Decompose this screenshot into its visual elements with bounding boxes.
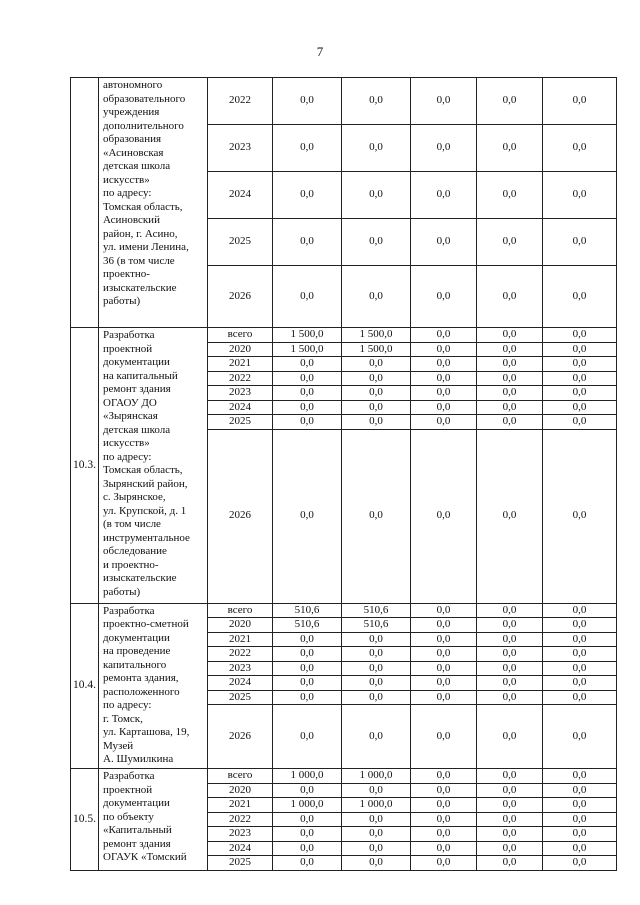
amount-cell: 1 000,0 (342, 769, 411, 784)
amount-cell: 0,0 (543, 342, 617, 357)
amount-cell: 0,0 (342, 812, 411, 827)
amount-cell: 0,0 (411, 78, 477, 125)
description-line: Асиновский (103, 214, 160, 226)
amount-cell: 0,0 (543, 647, 617, 662)
amount-cell: 0,0 (477, 342, 543, 357)
description-line: работы) (103, 585, 141, 598)
amount-cell: 0,0 (273, 400, 342, 415)
description-line: ремонт здания (103, 383, 171, 395)
year-cell: 2021 (208, 798, 273, 813)
amount-cell: 0,0 (411, 371, 477, 386)
amount-cell: 0,0 (477, 676, 543, 691)
year-cell: 2022 (208, 371, 273, 386)
amount-cell: 0,0 (411, 415, 477, 430)
item-description (99, 603, 208, 769)
budget-table (70, 77, 617, 871)
description-line: «Капитальный (103, 824, 172, 836)
description-line: проектной (103, 342, 153, 355)
amount-cell: 0,0 (273, 172, 342, 219)
description-line: «Зырянская (103, 410, 158, 422)
description-line: по объекту (103, 810, 154, 823)
amount-cell: 0,0 (273, 647, 342, 662)
amount-cell: 0,0 (543, 827, 617, 842)
amount-cell: 0,0 (273, 856, 342, 871)
item-number (71, 78, 99, 328)
year-cell: 2024 (208, 676, 273, 691)
description-line: Музей (103, 739, 134, 752)
amount-cell: 0,0 (477, 328, 543, 343)
year-cell: 2022 (208, 812, 273, 827)
description-line: проектной (103, 783, 153, 796)
amount-cell: 0,0 (477, 386, 543, 401)
description-line: капитального (103, 658, 167, 671)
year-cell: 2022 (208, 647, 273, 662)
description-line: район, г. Асино, (103, 227, 178, 240)
amount-cell: 0,0 (543, 386, 617, 401)
amount-cell: 0,0 (477, 647, 543, 662)
amount-cell: 0,0 (273, 386, 342, 401)
table-row (71, 769, 617, 784)
description-line: по адресу: (103, 187, 152, 199)
description-line: по адресу: (103, 699, 152, 711)
year-cell: 2024 (208, 841, 273, 856)
amount-cell: 1 500,0 (273, 342, 342, 357)
amount-cell: 0,0 (342, 676, 411, 691)
amount-cell: 0,0 (342, 266, 411, 328)
amount-cell: 0,0 (411, 386, 477, 401)
description-line: документации (103, 631, 170, 644)
amount-cell: 0,0 (342, 841, 411, 856)
amount-cell: 0,0 (342, 78, 411, 125)
amount-cell: 0,0 (477, 769, 543, 784)
amount-cell: 0,0 (411, 647, 477, 662)
description-line: изыскательские (103, 572, 177, 584)
description-line: на проведение (103, 645, 171, 657)
description-line: на капитальный (103, 369, 178, 382)
description-line: образовательного (103, 92, 186, 105)
amount-cell: 0,0 (477, 632, 543, 647)
description-line: образования (103, 133, 162, 145)
description-line: 36 (в том числе (103, 254, 175, 267)
amount-cell: 0,0 (411, 841, 477, 856)
year-cell: 2021 (208, 632, 273, 647)
amount-cell: 0,0 (342, 172, 411, 219)
description-line: дополнительного (103, 119, 184, 132)
amount-cell: 0,0 (477, 400, 543, 415)
amount-cell: 0,0 (411, 266, 477, 328)
amount-cell: 0,0 (543, 429, 617, 603)
year-cell: всего (208, 328, 273, 343)
table-row (71, 78, 617, 125)
year-cell: 2025 (208, 856, 273, 871)
amount-cell: 0,0 (273, 827, 342, 842)
description-line: обследование (103, 545, 167, 557)
amount-cell: 0,0 (273, 415, 342, 430)
item-number: 10.4. (71, 603, 99, 769)
amount-cell: 0,0 (411, 705, 477, 769)
amount-cell: 1 500,0 (342, 328, 411, 343)
amount-cell: 0,0 (411, 812, 477, 827)
amount-cell: 0,0 (477, 661, 543, 676)
description-line: Томская область, (103, 464, 183, 476)
amount-cell: 0,0 (543, 783, 617, 798)
amount-cell: 0,0 (273, 783, 342, 798)
year-cell: 2025 (208, 690, 273, 705)
amount-cell: 0,0 (411, 827, 477, 842)
description-line: учреждения (103, 106, 160, 118)
year-cell: 2023 (208, 386, 273, 401)
amount-cell: 0,0 (543, 78, 617, 125)
description-line: по адресу: (103, 450, 152, 463)
amount-cell: 0,0 (411, 219, 477, 266)
year-cell: 2021 (208, 357, 273, 372)
amount-cell: 0,0 (543, 690, 617, 705)
amount-cell: 0,0 (273, 125, 342, 172)
description-line: с. Зырянское, (103, 491, 166, 503)
amount-cell: 0,0 (477, 172, 543, 219)
amount-cell: 0,0 (273, 705, 342, 769)
amount-cell: 1 500,0 (273, 328, 342, 343)
description-line: ремонт здания (103, 837, 171, 850)
year-cell: 2020 (208, 618, 273, 633)
amount-cell: 510,6 (342, 618, 411, 633)
amount-cell: 0,0 (342, 647, 411, 662)
description-line: ул. Крупской, д. 1 (103, 504, 187, 517)
amount-cell: 1 000,0 (273, 798, 342, 813)
description-line: изыскательские (103, 281, 177, 294)
table-row (71, 603, 617, 618)
item-description (99, 328, 208, 604)
year-cell: 2020 (208, 342, 273, 357)
amount-cell: 0,0 (273, 661, 342, 676)
amount-cell: 0,0 (477, 856, 543, 871)
amount-cell: 0,0 (342, 827, 411, 842)
amount-cell: 0,0 (273, 219, 342, 266)
amount-cell: 0,0 (411, 125, 477, 172)
amount-cell: 0,0 (273, 357, 342, 372)
amount-cell: 0,0 (411, 676, 477, 691)
amount-cell: 0,0 (411, 172, 477, 219)
description-line: инструментальное (103, 531, 190, 544)
amount-cell: 0,0 (411, 429, 477, 603)
amount-cell: 0,0 (273, 266, 342, 328)
description-line: ул. Карташова, 19, (103, 726, 190, 738)
description-line: г. Томск, (103, 712, 143, 725)
amount-cell: 0,0 (543, 705, 617, 769)
amount-cell: 0,0 (477, 78, 543, 125)
year-cell: 2023 (208, 661, 273, 676)
amount-cell: 510,6 (342, 603, 411, 618)
amount-cell: 0,0 (543, 618, 617, 633)
amount-cell: 0,0 (411, 400, 477, 415)
amount-cell: 0,0 (342, 386, 411, 401)
amount-cell: 0,0 (273, 429, 342, 603)
description-line: искусств» (103, 173, 150, 186)
amount-cell: 0,0 (477, 783, 543, 798)
amount-cell: 0,0 (543, 266, 617, 328)
amount-cell: 0,0 (477, 618, 543, 633)
amount-cell: 0,0 (477, 219, 543, 266)
amount-cell: 0,0 (477, 266, 543, 328)
amount-cell: 0,0 (543, 856, 617, 871)
amount-cell: 0,0 (543, 661, 617, 676)
description-line: детская школа (103, 423, 171, 436)
amount-cell: 0,0 (411, 328, 477, 343)
item-description (99, 769, 208, 871)
item-number: 10.5. (71, 769, 99, 871)
amount-cell: 0,0 (477, 371, 543, 386)
description-line: ОГАОУ ДО (103, 396, 157, 409)
description-line: ОГАУК «Томский (103, 851, 187, 863)
description-line: искусств» (103, 437, 150, 449)
amount-cell: 0,0 (477, 125, 543, 172)
description-line: документации (103, 356, 170, 368)
description-line: (в том числе (103, 518, 161, 530)
amount-cell: 0,0 (411, 357, 477, 372)
amount-cell: 0,0 (342, 219, 411, 266)
item-description (99, 78, 208, 328)
year-cell: 2023 (208, 827, 273, 842)
year-cell: 2022 (208, 78, 273, 125)
amount-cell: 0,0 (273, 371, 342, 386)
year-cell: 2024 (208, 400, 273, 415)
year-cell: 2026 (208, 429, 273, 603)
amount-cell: 0,0 (411, 603, 477, 618)
description-line: ул. имени Ленина, (103, 241, 189, 253)
year-cell: 2023 (208, 125, 273, 172)
amount-cell: 0,0 (342, 400, 411, 415)
amount-cell: 0,0 (477, 827, 543, 842)
amount-cell: 1 000,0 (342, 798, 411, 813)
amount-cell: 0,0 (342, 357, 411, 372)
year-cell: 2026 (208, 266, 273, 328)
description-line: Разработка (103, 329, 155, 341)
amount-cell: 0,0 (411, 783, 477, 798)
amount-cell: 0,0 (477, 798, 543, 813)
amount-cell: 0,0 (273, 632, 342, 647)
amount-cell: 0,0 (342, 125, 411, 172)
amount-cell: 0,0 (411, 690, 477, 705)
amount-cell: 0,0 (411, 769, 477, 784)
description-line: Разработка (103, 770, 155, 782)
item-number: 10.3. (71, 328, 99, 604)
amount-cell: 0,0 (273, 676, 342, 691)
amount-cell: 0,0 (342, 783, 411, 798)
amount-cell: 0,0 (543, 798, 617, 813)
amount-cell: 0,0 (543, 125, 617, 172)
amount-cell: 0,0 (273, 812, 342, 827)
amount-cell: 0,0 (342, 371, 411, 386)
description-line: Томская область, (103, 200, 183, 213)
amount-cell: 0,0 (411, 342, 477, 357)
amount-cell: 0,0 (477, 415, 543, 430)
amount-cell: 0,0 (273, 78, 342, 125)
description-line: детская школа (103, 160, 171, 172)
amount-cell: 0,0 (411, 798, 477, 813)
amount-cell: 510,6 (273, 603, 342, 618)
amount-cell: 0,0 (477, 705, 543, 769)
amount-cell: 0,0 (543, 841, 617, 856)
description-line: ремонта здания, (103, 672, 179, 684)
amount-cell: 0,0 (477, 429, 543, 603)
year-cell: 2024 (208, 172, 273, 219)
amount-cell: 0,0 (411, 661, 477, 676)
amount-cell: 0,0 (543, 812, 617, 827)
amount-cell: 1 500,0 (342, 342, 411, 357)
description-line: документации (103, 797, 170, 809)
description-line: автономного (103, 79, 163, 91)
amount-cell: 0,0 (342, 661, 411, 676)
amount-cell: 0,0 (342, 705, 411, 769)
amount-cell: 0,0 (543, 172, 617, 219)
amount-cell: 0,0 (342, 856, 411, 871)
amount-cell: 0,0 (543, 400, 617, 415)
amount-cell: 1 000,0 (273, 769, 342, 784)
year-cell: всего (208, 769, 273, 784)
description-line: расположенного (103, 685, 180, 698)
amount-cell: 0,0 (543, 415, 617, 430)
year-cell: 2026 (208, 705, 273, 769)
amount-cell: 0,0 (543, 328, 617, 343)
amount-cell: 0,0 (543, 219, 617, 266)
description-line: «Асиновская (103, 146, 164, 159)
description-line: Зырянский район, (103, 477, 188, 490)
description-line: А. Шумилкина (103, 753, 174, 765)
description-line: работы) (103, 295, 141, 307)
amount-cell: 0,0 (342, 632, 411, 647)
amount-cell: 0,0 (543, 632, 617, 647)
amount-cell: 0,0 (477, 357, 543, 372)
amount-cell: 0,0 (477, 603, 543, 618)
amount-cell: 0,0 (411, 856, 477, 871)
table-row (71, 328, 617, 343)
amount-cell: 0,0 (273, 841, 342, 856)
year-cell: всего (208, 603, 273, 618)
amount-cell: 0,0 (543, 357, 617, 372)
amount-cell: 0,0 (342, 429, 411, 603)
description-line: Разработка (103, 604, 155, 617)
description-line: и проектно- (103, 558, 159, 571)
amount-cell: 0,0 (543, 769, 617, 784)
amount-cell: 0,0 (342, 690, 411, 705)
amount-cell: 0,0 (543, 371, 617, 386)
amount-cell: 0,0 (477, 841, 543, 856)
description-line: проектно- (103, 268, 150, 280)
amount-cell: 0,0 (477, 690, 543, 705)
amount-cell: 0,0 (543, 603, 617, 618)
amount-cell: 0,0 (477, 812, 543, 827)
amount-cell: 510,6 (273, 618, 342, 633)
amount-cell: 0,0 (411, 632, 477, 647)
year-cell: 2020 (208, 783, 273, 798)
amount-cell: 0,0 (273, 690, 342, 705)
year-cell: 2025 (208, 219, 273, 266)
amount-cell: 0,0 (543, 676, 617, 691)
year-cell: 2025 (208, 415, 273, 430)
page-number: 7 (316, 44, 324, 59)
amount-cell: 0,0 (411, 618, 477, 633)
description-line: проектно-сметной (103, 618, 189, 630)
amount-cell: 0,0 (342, 415, 411, 430)
